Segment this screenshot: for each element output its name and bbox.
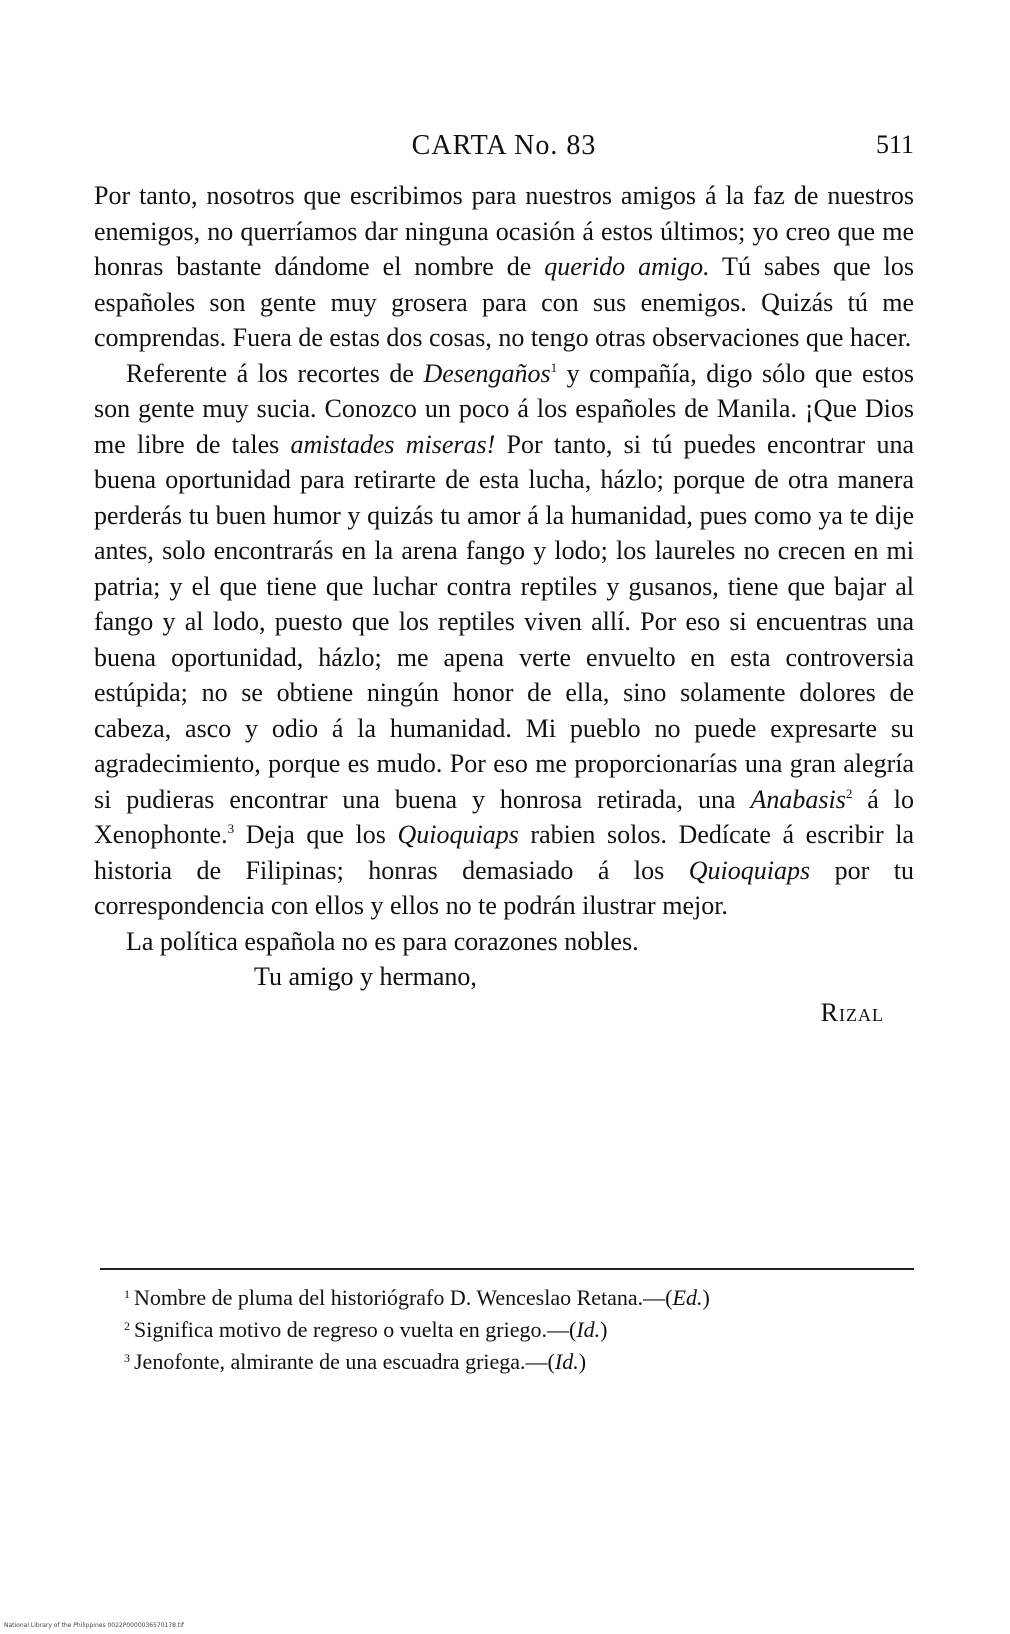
italic-run: Quioquiaps <box>397 820 519 849</box>
italic-run: Desengaños <box>423 358 551 388</box>
running-header <box>94 130 914 164</box>
letter-body <box>94 178 914 1030</box>
salutation: Tu amigo y hermano, <box>254 962 477 991</box>
footnote-text: Significa motivo de regreso o vuelta en griego.—( <box>134 1317 577 1342</box>
italic-run: querido amigo. <box>544 252 710 281</box>
italic-run: amistades miseras! <box>290 429 496 459</box>
text-run: y compañía, digo sólo que estos son gente muy sucia. Conozco un poco á los españoles de Manila. ¡Que Dios me libre de tales <box>94 358 914 459</box>
footnotes <box>124 1282 924 1378</box>
text-run: Por tanto, si tú puedes encontrar una buena oportunidad para retirarte de esta lucha, házlo; porque de otra manera perderás tu buen humor y quizás tu amor á la humanidad, pues como ya te dije antes, solo encontrarás en la arena fango y lodo; los laureles no crecen en mi patria; y el que tiene que luchar contra reptiles y gusanos, tiene que bajar al fango y al lodo, puesto que los reptiles viven allí. Por eso si encuentras una buena oportunidad, házlo; me apena verte envuelto en esta controversia estúpida; no se obtiene ningún honor de ella, sino solamente dolores de cabeza, asco y odio á la humanidad. Mi pueblo no puede expresarte su agradecimiento, porque es mudo. Por eso me proporcionarías una gran alegría si pudieras encontrar una buena y honrosa retirada, una <box>94 429 914 814</box>
footnote-ref: 3 <box>227 821 235 836</box>
footnote-end: ) <box>702 1285 710 1310</box>
footnote-ref: 1 <box>550 359 558 375</box>
footnote-italic: Id. <box>576 1317 601 1342</box>
paragraph-2 <box>94 356 914 924</box>
italic-run: Quioquiaps <box>688 855 811 885</box>
signature: Rizal <box>820 997 884 1027</box>
footnote-divider <box>100 1268 914 1270</box>
paragraph-3: La política española no es para corazones nobles. <box>126 926 639 956</box>
footnote-number: 2 <box>124 1319 130 1333</box>
text-run: por tu correspondencia con ellos y ellos no te podrán ilustrar mejor. <box>94 855 914 920</box>
footnote-number: 3 <box>124 1351 130 1365</box>
footnote-text: Nombre de pluma del historiógrafo D. Wenceslao Retana.—( <box>134 1285 673 1310</box>
footnote-number: 1 <box>124 1287 130 1301</box>
page-title: CARTA No. 83 <box>411 130 597 161</box>
text-run: Tú sabes que los españoles son gente muy grosera para con sus enemigos. Quizás tú me comprendas. Fuera de estas dos cosas, no tengo otras observaciones que hacer. <box>94 252 914 352</box>
italic-run: Anabasis <box>750 784 846 814</box>
text-run: Referente á los recortes de <box>126 358 424 388</box>
footnote-italic: Id. <box>554 1349 579 1374</box>
footnote-end: ) <box>578 1349 587 1374</box>
footnote-text: Jenofonte, almirante de una escuadra griega.—( <box>134 1349 555 1374</box>
footnote-2 <box>124 1314 924 1346</box>
paragraph-1 <box>94 178 914 356</box>
footnote-end: ) <box>600 1317 608 1342</box>
footnote-italic: Ed. <box>672 1285 703 1310</box>
scan-credit: National Library of the Philippines 0022P0000036570178.tif <box>4 1622 185 1629</box>
text-run: á lo Xenophonte. <box>94 784 914 849</box>
footnote-3 <box>124 1346 924 1378</box>
page-number: 511 <box>875 130 914 159</box>
text-run: Deja que los <box>234 820 398 849</box>
text-run: rabien solos. Dedícate á escribir la historia de Filipinas; honras demasiado á los <box>94 820 914 885</box>
footnote-ref: 2 <box>845 785 853 801</box>
footnote-1 <box>124 1282 924 1314</box>
text-run: Por tanto, nosotros que escribimos para nuestros amigos á la faz de nuestros enemigos, no querríamos dar ninguna ocasión á estos últimos; yo creo que me honras bastante dándome el nombre de <box>94 181 914 281</box>
